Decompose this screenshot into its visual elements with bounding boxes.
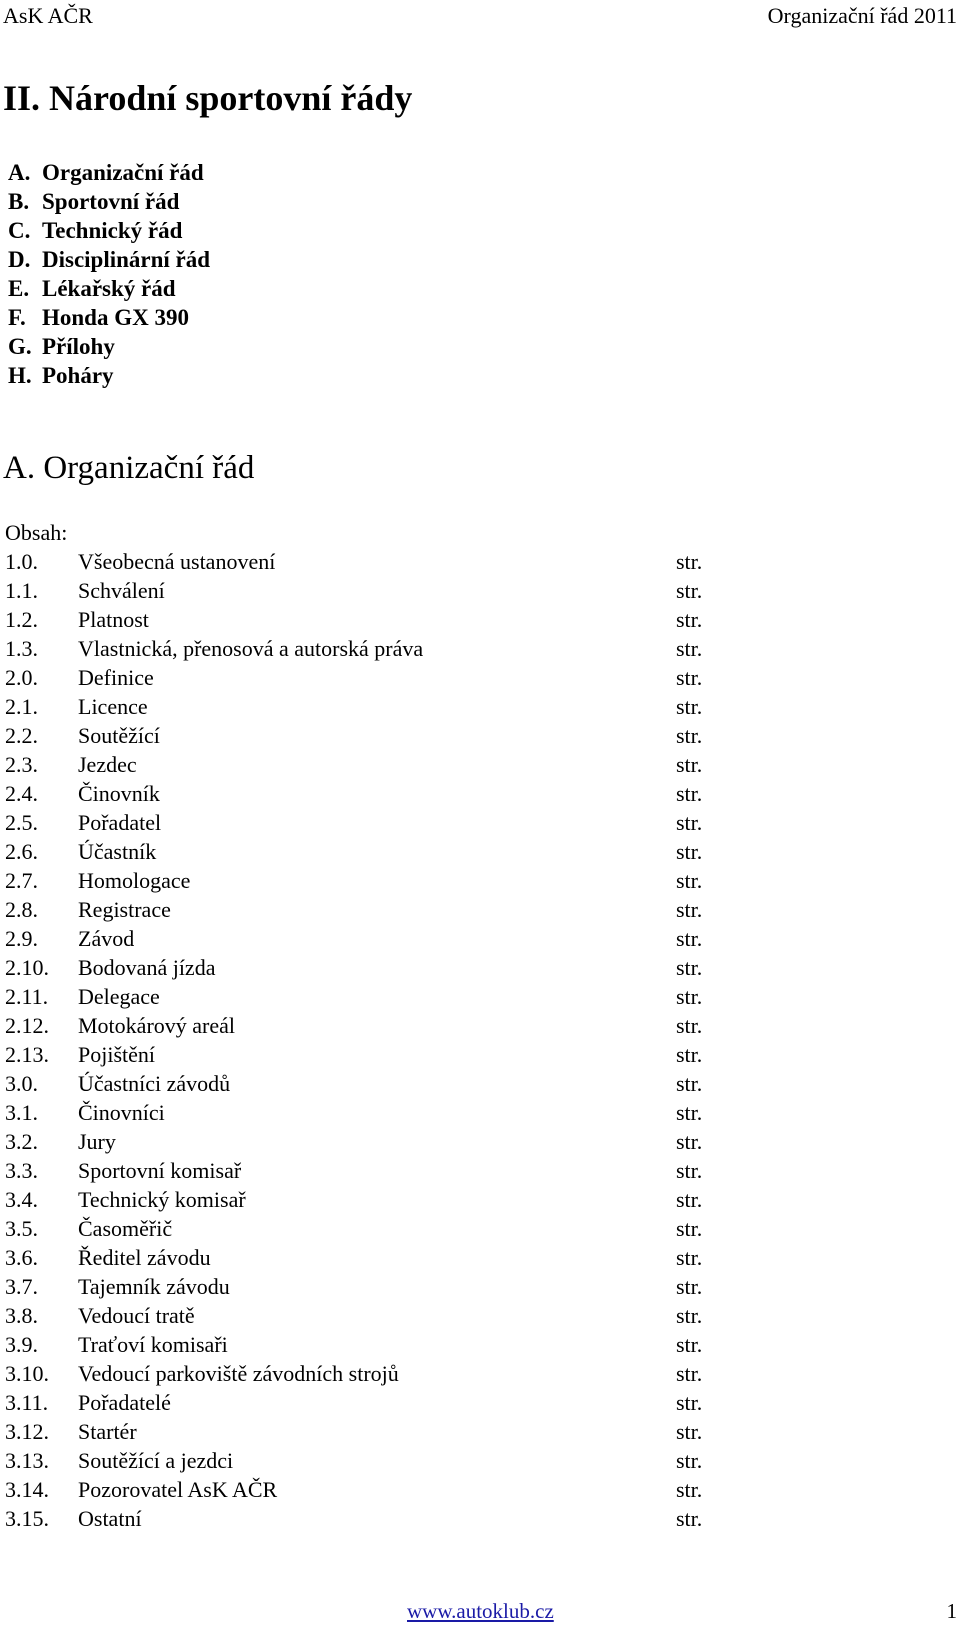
toc-number: 2.9. (5, 926, 38, 951)
toc-page: str. (676, 1100, 703, 1125)
toc-title: Licence (78, 694, 148, 719)
part-letter: H. (8, 363, 32, 388)
toc-title: Vedoucí tratě (78, 1303, 195, 1328)
part-label: Přílohy (42, 334, 115, 359)
toc-entry (5, 924, 725, 953)
toc-page: str. (676, 1129, 703, 1154)
toc-page: str. (676, 1361, 703, 1386)
toc-title: Jezdec (78, 752, 137, 777)
toc-page: str. (676, 1245, 703, 1270)
toc-entry (5, 1156, 725, 1185)
toc-page: str. (676, 1071, 703, 1096)
part-label: Lékařský řád (42, 276, 176, 301)
toc-title: Registrace (78, 897, 171, 922)
header-left: AsK AČR (3, 3, 93, 28)
toc-title: Jury (78, 1129, 116, 1154)
toc-number: 3.11. (5, 1390, 49, 1415)
toc-number: 1.1. (5, 578, 38, 603)
toc-number: 1.0. (5, 549, 38, 574)
toc-page: str. (676, 752, 703, 777)
toc-title: Pořadatel (78, 810, 162, 835)
toc-title: Časoměřič (78, 1216, 173, 1241)
toc-page: str. (676, 1303, 703, 1328)
toc-entry (5, 1011, 725, 1040)
toc-title: Pojištění (78, 1042, 156, 1067)
toc-page: str. (676, 1158, 703, 1183)
toc-page: str. (676, 984, 703, 1009)
toc-entry (5, 982, 725, 1011)
toc-title: Traťoví komisaři (78, 1332, 228, 1357)
toc-page: str. (676, 1390, 703, 1415)
part-label: Poháry (42, 363, 114, 388)
toc-page: str. (676, 926, 703, 951)
toc-entry (5, 808, 725, 837)
part-item (8, 332, 210, 361)
toc-entry (5, 1301, 725, 1330)
toc-page: str. (676, 1448, 703, 1473)
toc-page: str. (676, 955, 703, 980)
toc-title: Soutěžící (78, 723, 160, 748)
toc-title: Technický komisař (78, 1187, 246, 1212)
toc-title: Ostatní (78, 1506, 142, 1531)
toc-title: Vlastnická, přenosová a autorská práva (78, 636, 424, 661)
toc-entry (5, 721, 725, 750)
toc-entry (5, 1330, 725, 1359)
toc-title: Motokárový areál (78, 1013, 235, 1038)
toc-number: 3.2. (5, 1129, 38, 1154)
part-letter: D. (8, 247, 31, 272)
toc-title: Pozorovatel AsK AČR (78, 1477, 278, 1502)
toc-entry (5, 1446, 725, 1475)
toc-page: str. (676, 1274, 703, 1299)
section-title: A. Organizační řád (3, 450, 255, 486)
toc-number: 2.1. (5, 694, 38, 719)
toc-title: Platnost (78, 607, 149, 632)
toc-title: Bodovaná jízda (78, 955, 216, 980)
toc-number: 2.11. (5, 984, 49, 1009)
toc-page: str. (676, 578, 703, 603)
part-item (8, 187, 210, 216)
toc-number: 2.5. (5, 810, 38, 835)
toc-number: 3.0. (5, 1071, 38, 1096)
toc-number: 3.12. (5, 1419, 49, 1444)
toc-title: Tajemník závodu (78, 1274, 230, 1299)
part-letter: F. (8, 305, 26, 330)
part-item (8, 158, 210, 187)
toc-number: 2.7. (5, 868, 38, 893)
part-item (8, 245, 210, 274)
part-label: Sportovní řád (42, 189, 180, 214)
toc-page: str. (676, 897, 703, 922)
toc-number: 3.5. (5, 1216, 38, 1241)
toc-title: Schválení (78, 578, 165, 603)
toc-entry (5, 605, 725, 634)
toc-number: 2.8. (5, 897, 38, 922)
contents-label: Obsah: (5, 520, 68, 545)
toc-page: str. (676, 810, 703, 835)
toc-number: 3.3. (5, 1158, 38, 1183)
toc-entry (5, 547, 725, 576)
toc-title: Všeobecná ustanovení (78, 549, 276, 574)
part-letter: E. (8, 276, 30, 301)
toc-page: str. (676, 694, 703, 719)
toc-number: 3.14. (5, 1477, 49, 1502)
toc-entry (5, 576, 725, 605)
toc-page: str. (676, 549, 703, 574)
toc-page: str. (676, 839, 703, 864)
toc-page: str. (676, 781, 703, 806)
toc-title: Delegace (78, 984, 160, 1009)
toc-page: str. (676, 723, 703, 748)
toc-number: 3.8. (5, 1303, 38, 1328)
toc-entry (5, 692, 725, 721)
toc-page: str. (676, 1013, 703, 1038)
toc-entry (5, 663, 725, 692)
toc-number: 3.9. (5, 1332, 38, 1357)
toc-page: str. (676, 1419, 703, 1444)
toc-entry (5, 1359, 725, 1388)
toc-title: Homologace (78, 868, 191, 893)
toc-entry (5, 1040, 725, 1069)
toc-number: 2.0. (5, 665, 38, 690)
part-label: Disciplinární řád (42, 247, 211, 272)
toc-title: Pořadatelé (78, 1390, 171, 1415)
part-item (8, 216, 210, 245)
part-label: Organizační řád (42, 160, 204, 185)
toc-page: str. (676, 1187, 703, 1212)
toc-number: 3.7. (5, 1274, 38, 1299)
toc-entry (5, 895, 725, 924)
table-of-contents (5, 547, 725, 1533)
toc-title: Ředitel závodu (78, 1245, 211, 1270)
toc-title: Soutěžící a jezdci (78, 1448, 234, 1473)
part-letter: G. (8, 334, 32, 359)
toc-title: Závod (78, 926, 135, 951)
part-letter: C. (8, 218, 31, 243)
toc-page: str. (676, 1042, 703, 1067)
toc-number: 3.1. (5, 1100, 38, 1125)
toc-number: 2.4. (5, 781, 38, 806)
toc-entry (5, 779, 725, 808)
toc-page: str. (676, 1216, 703, 1241)
toc-entry (5, 1475, 725, 1504)
toc-entry (5, 1185, 725, 1214)
toc-number: 2.2. (5, 723, 38, 748)
toc-entry (5, 1272, 725, 1301)
toc-number: 2.10. (5, 955, 49, 980)
part-item (8, 303, 210, 332)
toc-number: 1.3. (5, 636, 38, 661)
toc-entry (5, 1243, 725, 1272)
part-letter: B. (8, 189, 30, 214)
toc-entry (5, 750, 725, 779)
toc-title: Účastníci závodů (78, 1071, 231, 1096)
toc-entry (5, 1214, 725, 1243)
toc-page: str. (676, 607, 703, 632)
toc-number: 1.2. (5, 607, 38, 632)
toc-entry (5, 953, 725, 982)
part-letter: A. (8, 160, 31, 185)
toc-title: Účastník (78, 839, 157, 864)
toc-page: str. (676, 1332, 703, 1357)
toc-number: 3.10. (5, 1361, 49, 1386)
toc-title: Činovníci (78, 1100, 165, 1125)
toc-entry (5, 1098, 725, 1127)
toc-title: Sportovní komisař (78, 1158, 242, 1183)
toc-entry (5, 634, 725, 663)
toc-number: 2.3. (5, 752, 38, 777)
toc-entry (5, 837, 725, 866)
toc-title: Definice (78, 665, 154, 690)
toc-entry (5, 1069, 725, 1098)
toc-number: 3.13. (5, 1448, 49, 1473)
toc-number: 2.12. (5, 1013, 49, 1038)
part-item (8, 274, 210, 303)
toc-page: str. (676, 636, 703, 661)
page-title: II. Národní sportovní řády (3, 78, 413, 118)
toc-page: str. (676, 868, 703, 893)
part-item (8, 361, 210, 390)
part-label: Honda GX 390 (42, 305, 189, 330)
toc-title: Vedoucí parkoviště závodních strojů (78, 1361, 399, 1386)
toc-entry (5, 1388, 725, 1417)
toc-entry (5, 1417, 725, 1446)
toc-number: 3.6. (5, 1245, 38, 1270)
toc-page: str. (676, 665, 703, 690)
footer-website-link[interactable]: www.autoklub.cz (407, 1599, 554, 1623)
parts-list (8, 158, 210, 390)
page-number: 1 (946, 1599, 957, 1623)
toc-title: Startér (78, 1419, 137, 1444)
toc-title: Činovník (78, 781, 160, 806)
toc-number: 2.6. (5, 839, 38, 864)
toc-page: str. (676, 1477, 703, 1502)
toc-page: str. (676, 1506, 703, 1531)
toc-number: 2.13. (5, 1042, 49, 1067)
toc-entry (5, 1127, 725, 1156)
part-label: Technický řád (42, 218, 183, 243)
toc-number: 3.15. (5, 1506, 49, 1531)
toc-number: 3.4. (5, 1187, 38, 1212)
header-right: Organizační řád 2011 (767, 3, 957, 28)
toc-entry (5, 1504, 725, 1533)
toc-entry (5, 866, 725, 895)
